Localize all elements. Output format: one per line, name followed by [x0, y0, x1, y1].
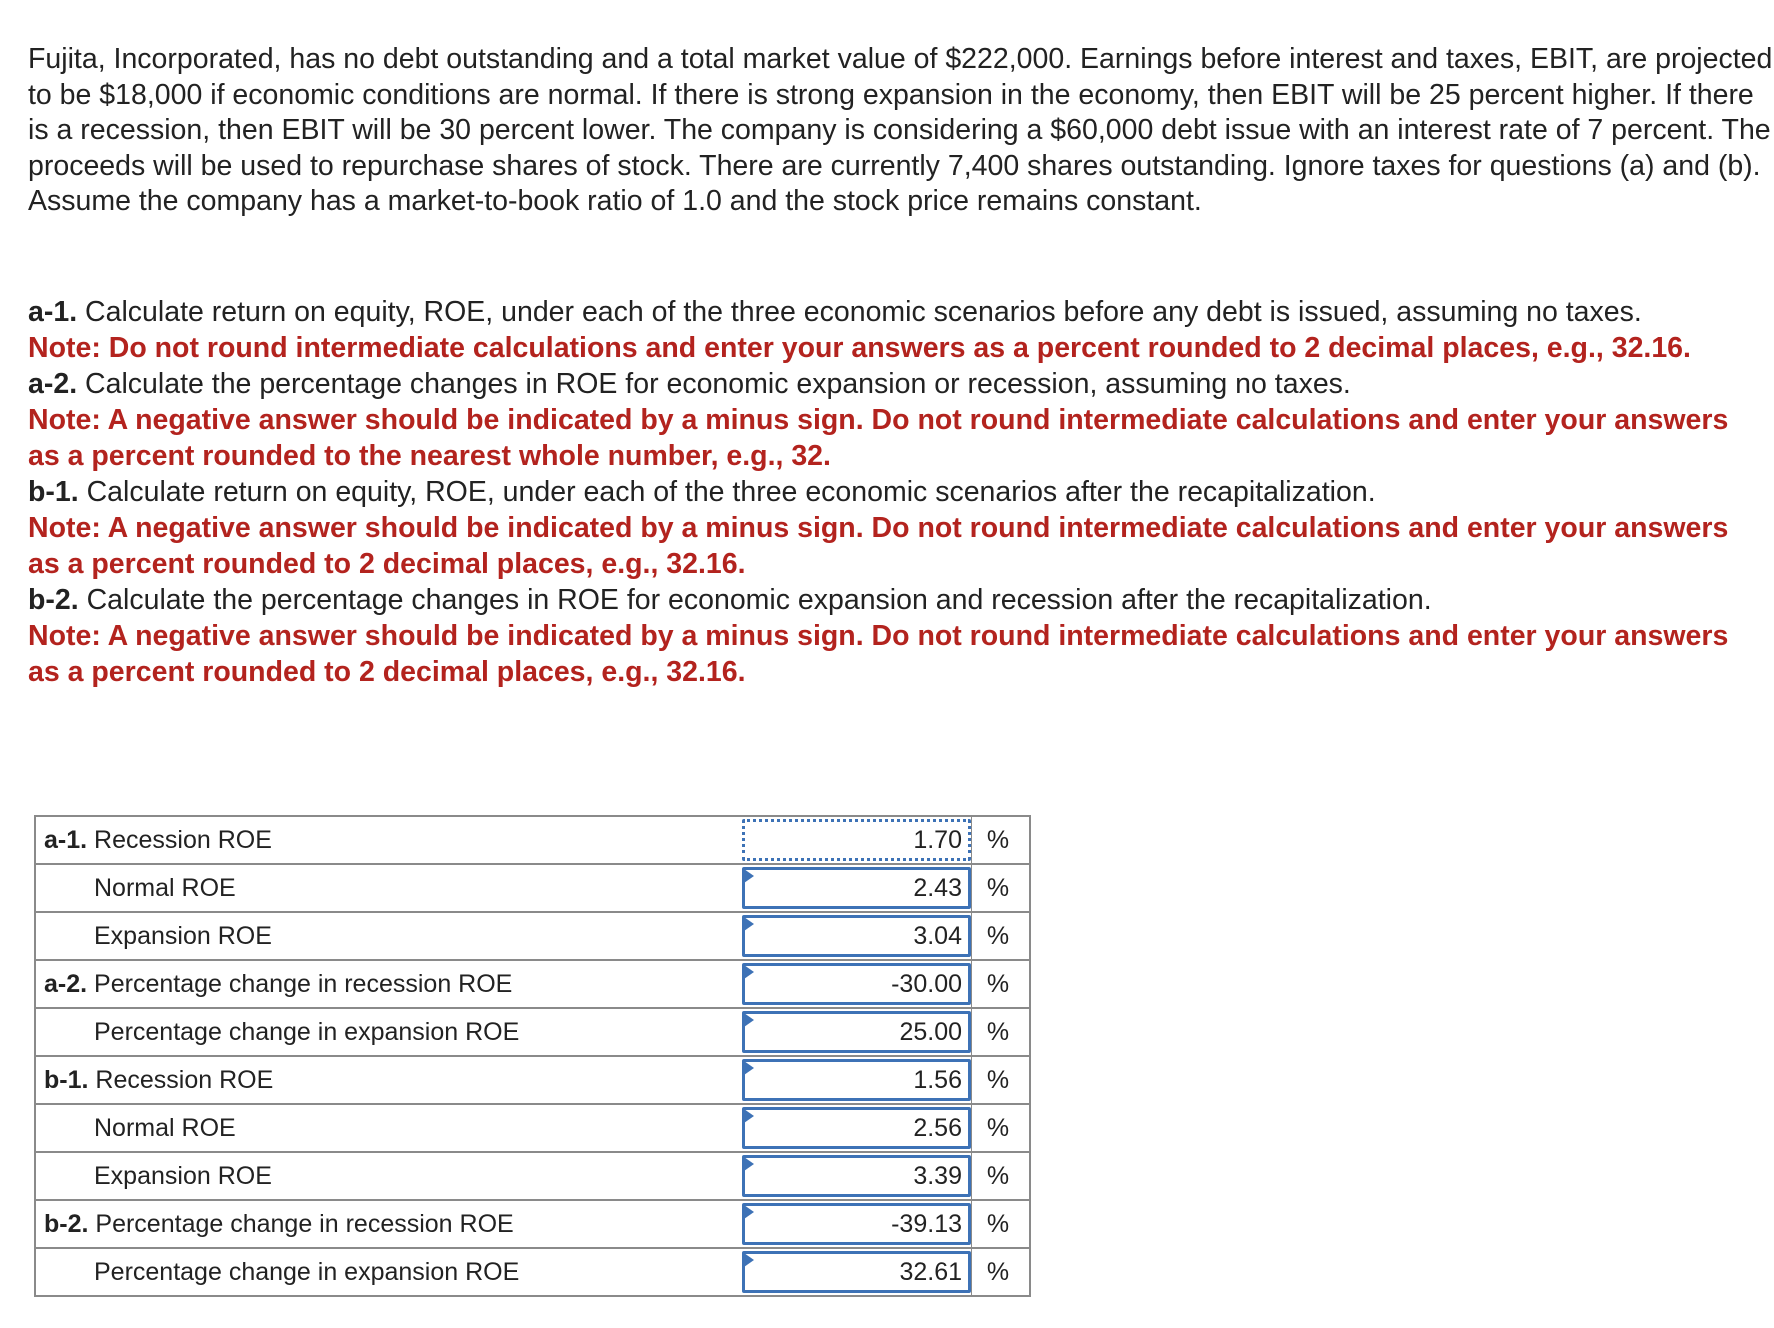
answer-input-b2-expansion-change[interactable]: 32.61 — [742, 1251, 971, 1293]
percent-unit: % — [971, 865, 1024, 911]
percent-unit: % — [971, 1009, 1024, 1055]
row-label: b-1. Recession ROE — [35, 1056, 742, 1104]
answer-input-b1-recession[interactable]: 1.56 — [742, 1059, 971, 1101]
answer-input-b1-expansion[interactable]: 3.39 — [742, 1155, 971, 1197]
answer-input-b2-recession-change[interactable]: -39.13 — [742, 1203, 971, 1245]
flag-marker-icon — [744, 1061, 754, 1075]
row-label: Percentage change in expansion ROE — [35, 1008, 742, 1056]
flag-marker-icon — [744, 1205, 754, 1219]
flag-marker-icon — [744, 1109, 754, 1123]
row-label: b-2. Percentage change in recession ROE — [35, 1200, 742, 1248]
note-b1: Note: A negative answer should be indicated by a minus sign. Do not round intermediate calculations and enter your answers as a percent rounded to 2 decimal places, e.g., 32.16. — [28, 512, 1729, 580]
question-a1: a-1. Calculate return on equity, ROE, under each of the three economic scenarios before any debt is issued, assuming no taxes. — [28, 296, 1642, 328]
row-label: a-2. Percentage change in recession ROE — [35, 960, 742, 1008]
question-a2: a-2. Calculate the percentage changes in ROE for economic expansion or recession, assuming no taxes. — [28, 368, 1351, 400]
answer-input-a1-recession[interactable]: 1.70 — [742, 819, 971, 861]
row-label: Expansion ROE — [35, 1152, 742, 1200]
flag-marker-icon — [744, 917, 754, 931]
row-label: Percentage change in expansion ROE — [35, 1248, 742, 1296]
percent-unit: % — [971, 1105, 1024, 1151]
answer-table — [34, 815, 1031, 1297]
question-list — [28, 294, 1748, 690]
percent-unit: % — [971, 1153, 1024, 1199]
table-row — [35, 1200, 1030, 1248]
percent-unit: % — [971, 961, 1024, 1007]
problem-statement: Fujita, Incorporated, has no debt outstanding and a total market value of $222,000. Earnings before interest and taxes, EBIT, are projected to be $18,000 if economic conditions are normal. If there is strong expansion in the economy, then EBIT will be 25 percent higher. If there is a recession, then EBIT will be 30 percent lower. The company is considering a $60,000 debt issue with an interest rate of 7 percent. The proceeds will be used to repurchase shares of stock. There are currently 7,400 shares outstanding. Ignore taxes for questions (a) and (b). Assume the company has a market-to-book ratio of 1.0 and the stock price remains constant. — [28, 43, 1773, 217]
row-label: a-1. Recession ROE — [35, 816, 742, 864]
flag-marker-icon — [744, 1157, 754, 1171]
table-row — [35, 912, 1030, 960]
flag-marker-icon — [744, 1253, 754, 1267]
row-label: Normal ROE — [35, 864, 742, 912]
percent-unit: % — [971, 1201, 1024, 1247]
note-b2: Note: A negative answer should be indicated by a minus sign. Do not round intermediate calculations and enter your answers as a percent rounded to 2 decimal places, e.g., 32.16. — [28, 620, 1729, 688]
table-row — [35, 1008, 1030, 1056]
question-b2: b-2. Calculate the percentage changes in ROE for economic expansion and recession after the recapitalization. — [28, 584, 1432, 616]
flag-marker-icon — [744, 965, 754, 979]
table-row — [35, 1104, 1030, 1152]
percent-unit: % — [971, 817, 1024, 863]
flag-marker-icon — [744, 869, 754, 883]
table-row — [35, 1248, 1030, 1296]
table-row — [35, 816, 1030, 864]
row-label: Normal ROE — [35, 1104, 742, 1152]
answer-input-a1-expansion[interactable]: 3.04 — [742, 915, 971, 957]
table-row — [35, 960, 1030, 1008]
table-row — [35, 864, 1030, 912]
answer-input-a2-expansion-change[interactable]: 25.00 — [742, 1011, 971, 1053]
answer-input-b1-normal[interactable]: 2.56 — [742, 1107, 971, 1149]
answer-input-a2-recession-change[interactable]: -30.00 — [742, 963, 971, 1005]
answer-input-a1-normal[interactable]: 2.43 — [742, 867, 971, 909]
flag-marker-icon — [744, 1013, 754, 1027]
table-row — [35, 1152, 1030, 1200]
note-a2: Note: A negative answer should be indicated by a minus sign. Do not round intermediate calculations and enter your answers as a percent rounded to the nearest whole number, e.g., 32. — [28, 404, 1729, 472]
note-a1: Note: Do not round intermediate calculations and enter your answers as a percent rounded to 2 decimal places, e.g., 32.16. — [28, 332, 1691, 364]
question-b1: b-1. Calculate return on equity, ROE, under each of the three economic scenarios after the recapitalization. — [28, 476, 1376, 508]
percent-unit: % — [971, 1249, 1024, 1295]
row-label: Expansion ROE — [35, 912, 742, 960]
percent-unit: % — [971, 913, 1024, 959]
table-row — [35, 1056, 1030, 1104]
percent-unit: % — [971, 1057, 1024, 1103]
